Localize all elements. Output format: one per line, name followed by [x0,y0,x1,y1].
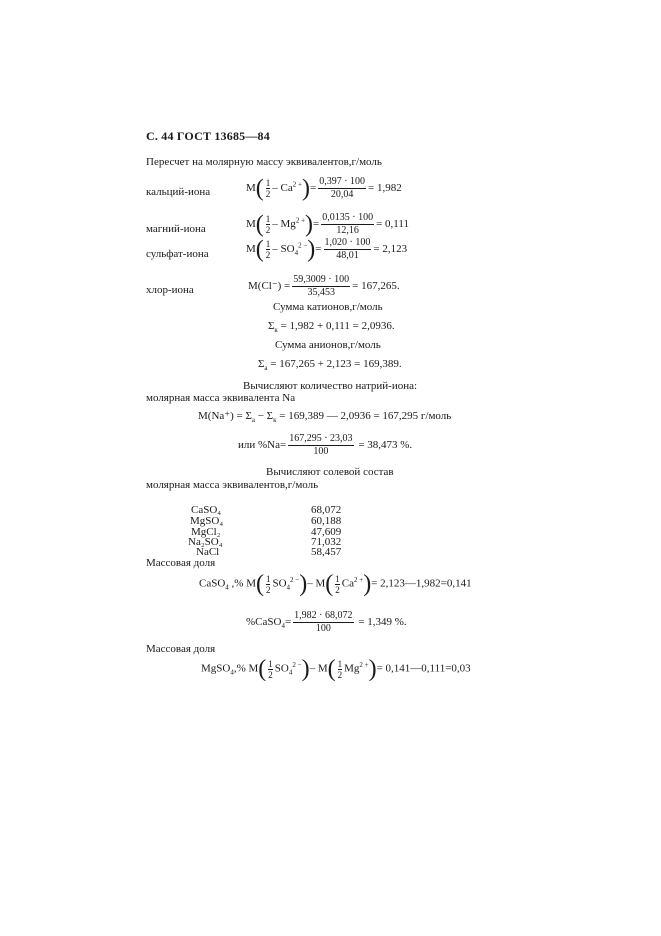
compound-value: 71,032 [311,536,342,548]
ion-label-chloride: хлор-иона [146,284,194,296]
compound-value: 58,457 [311,546,342,558]
sodium-line: молярная масса эквивалента Na [146,392,296,404]
formula-calcium: M( $\frac{1}{2}$ – $Ca^{2 +})=$ $\frac{0,397 \cdot 100}{20,04}$ = 1,982 [246,175,402,202]
intro-text: Пересчет на молярную массу эквивалентов,г/моль [146,156,382,168]
cations-title: Сумма катионов,г/моль [273,301,383,313]
formula-sulfate: M( $\frac{1}{2}$ – $SO_4^{2 -})=$ $\frac{1,020 \cdot 100}{48,01}$ = 2,123 [246,236,408,263]
sodium-equation: $M(Na^+) = \Sigma_а - \Sigma_к = 169,389$ — 2,0936 = 167,295 г/моль [198,410,452,425]
mgso4-heading: Массовая доля [146,643,216,655]
page-header: С. 44 ГОСТ 13685—84 [146,129,270,143]
mgso4-formula: MgSO$_4$,% M( $\frac{1}{2}$ $SO_4^{2 -})-$ M( $\frac{1}{2}$ $Mg^{2 +})=$ 0,141—0,111=0,03 [201,656,471,682]
compound-value: 68,072 [311,504,342,516]
formula-chloride: M(Cl⁻) = $\frac{59,3009 \cdot 100}{35,453}$ = 167,265. [248,274,400,298]
compound-value: 60,188 [311,515,342,527]
anions-formula: $\Sigma_а = 167,265 + 2,123 = 169,389$. [258,358,402,373]
cations-formula: $\Sigma_к = 1,982 + 0,111 = 2,0936$. [268,320,395,335]
compound-name: NaCl [196,546,220,558]
anions-title: Сумма анионов,г/моль [275,339,381,351]
sodium-percent: или %Na= $\frac{167,295 \cdot 23,03}{100}$ = 38,473 %. [238,433,413,457]
compound-name: MgSO₄ [190,515,224,527]
ion-label-magnesium: магний-иона [146,223,206,235]
caso4-heading: Массовая доля [146,557,216,569]
salt-line: молярная масса эквивалентов,г/моль [146,479,319,491]
caso4-percent: %CaSO$_4$= $\frac{1,982 \cdot 68,072}{100}$ = 1,349 %. [246,610,407,634]
caso4-formula: CaSO$_4$ ,% M( $\frac{1}{2}$ $SO_4^{2 -})-$ M( $\frac{1}{2}$ $Ca^{2 +})=$ 2,123—1,982=0,141 [199,571,472,597]
salt-title: Вычисляют солевой состав [266,466,394,478]
ion-label-sulfate: сульфат-иона [146,248,209,260]
formula-magnesium: M( $\frac{1}{2}$ – $Mg^{2 +})=$ $\frac{0,0135 \cdot 100}{12,16}$ = 0,111 [246,211,409,238]
compound-name: CaSO₄ [191,504,222,516]
compound-name: Na₂SO₄ [188,536,223,548]
compound-name: MgCl₂ [191,526,221,538]
ion-label-calcium: кальций-иона [146,186,211,198]
sodium-title: Вычисляют количество натрий-иона: [243,380,418,392]
compound-value: 47,609 [311,526,342,538]
